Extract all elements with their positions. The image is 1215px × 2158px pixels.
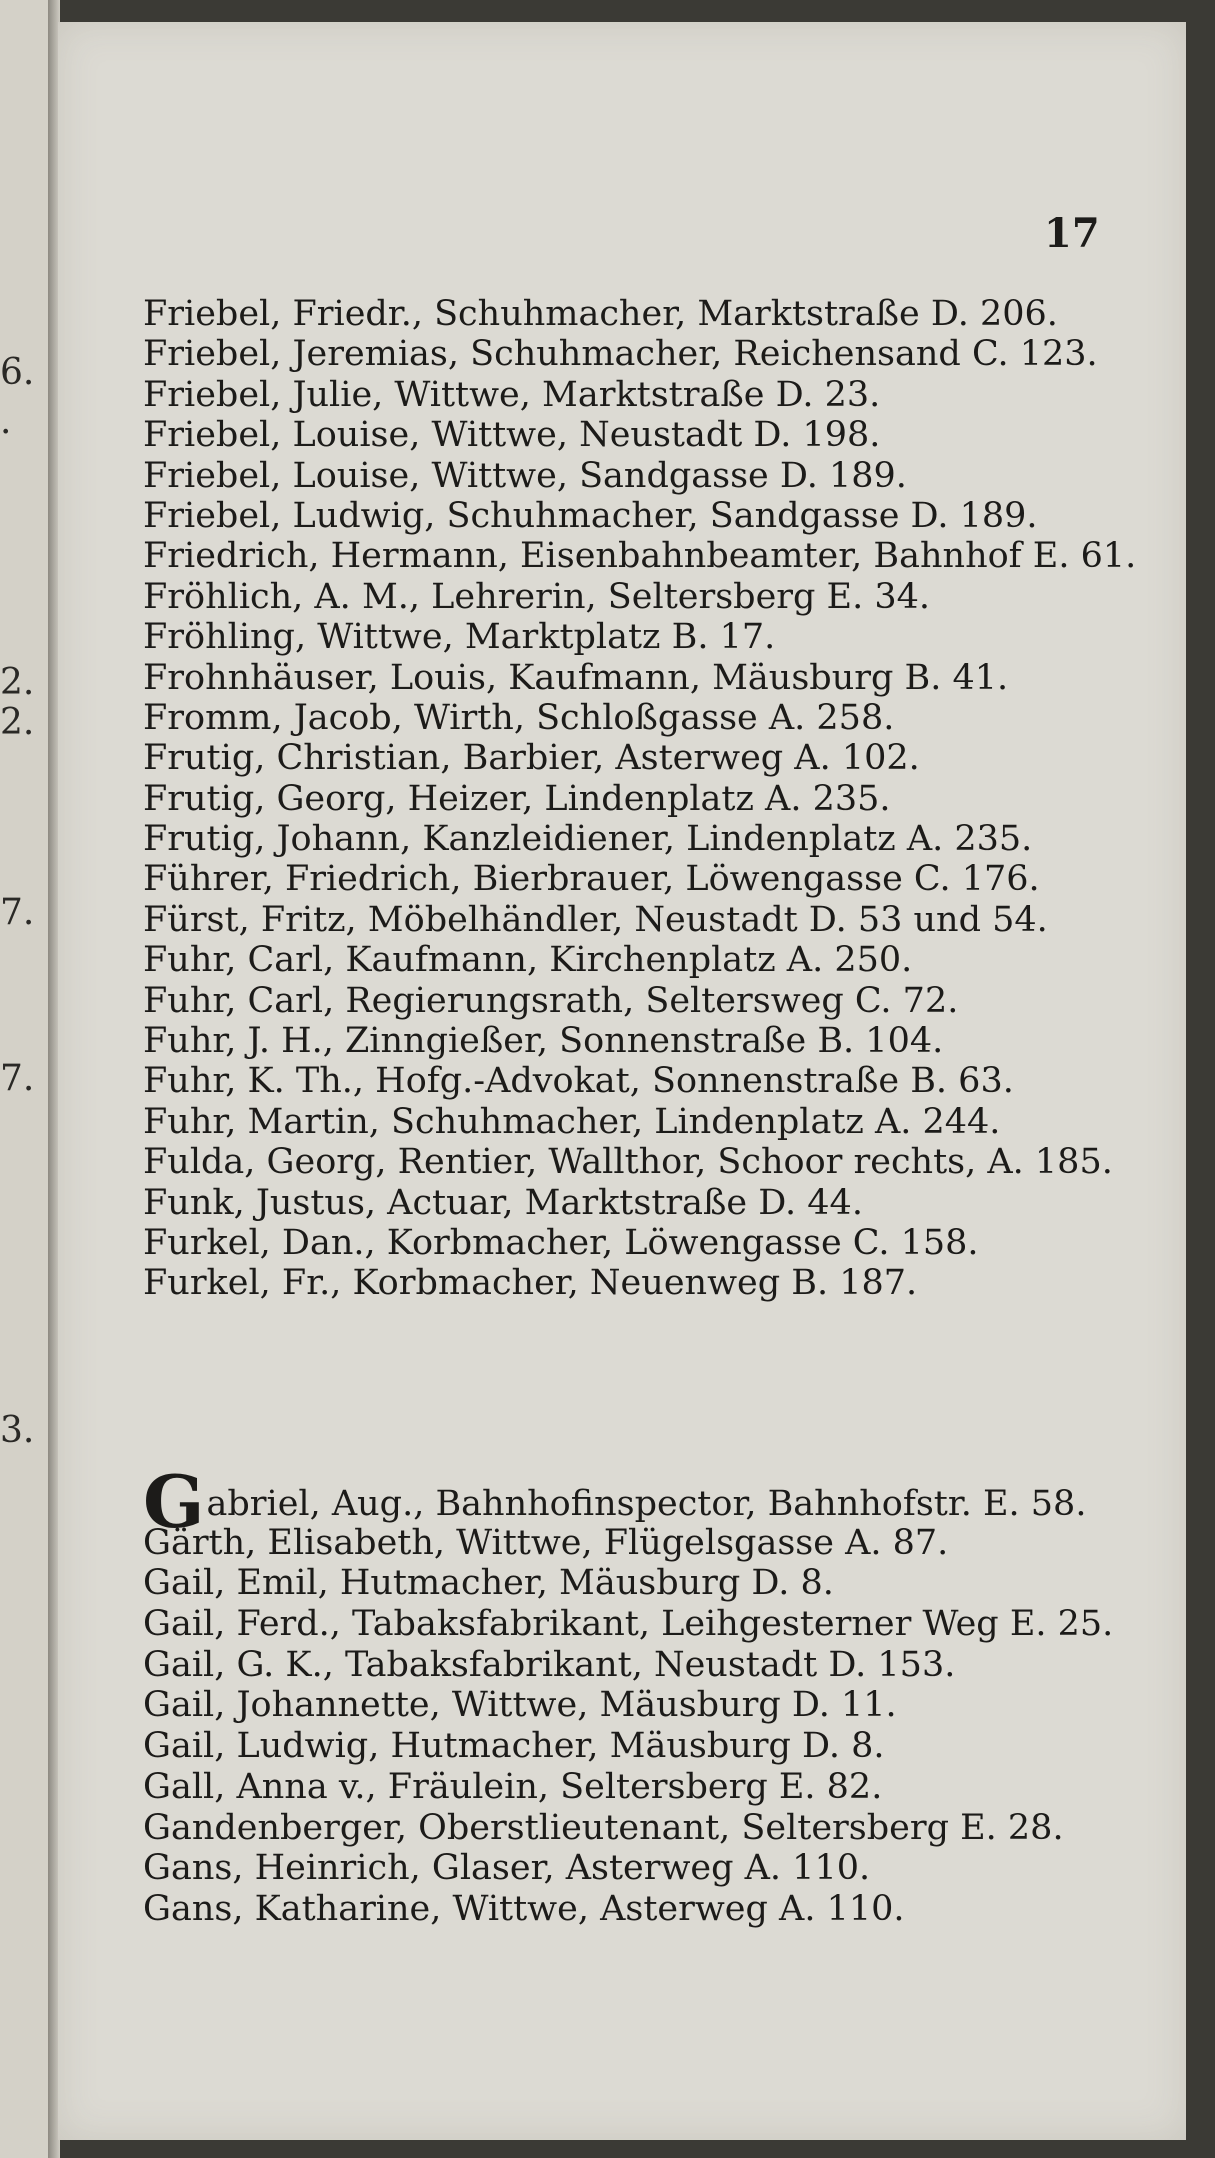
margin-mark: 6.: [0, 352, 35, 393]
directory-entry: Friebel, Louise, Wittwe, Sandgasse D. 189.: [143, 455, 907, 496]
directory-entry: Gail, Johannette, Wittwe, Mäusburg D. 11.: [143, 1685, 897, 1726]
directory-entry: Gandenberger, Oberstlieutenant, Seltersberg E. 28.: [143, 1807, 1064, 1848]
page-number: 17: [1044, 210, 1100, 257]
directory-entry: Fromm, Jacob, Wirth, Schloßgasse A. 258.: [143, 697, 895, 738]
margin-mark: 7.: [0, 1058, 35, 1099]
section-initial-letter: G: [143, 1459, 205, 1544]
directory-entry: Fuhr, Carl, Regierungsrath, Seltersweg C. 72.: [143, 980, 959, 1021]
directory-entry: Friebel, Ludwig, Schuhmacher, Sandgasse D. 189.: [143, 495, 1038, 536]
directory-entry: Furkel, Fr., Korbmacher, Neuenweg B. 187.: [143, 1263, 918, 1304]
margin-mark: ·: [0, 412, 12, 453]
directory-entry: Gail, Ferd., Tabaksfabrikant, Leihgesterner Weg E. 25.: [143, 1604, 1114, 1645]
directory-entry: Fröhling, Wittwe, Marktplatz B. 17.: [143, 617, 776, 658]
directory-entry: Gans, Heinrich, Glaser, Asterweg A. 110.: [143, 1848, 871, 1889]
directory-entry: Gail, Emil, Hutmacher, Mäusburg D. 8.: [143, 1563, 834, 1604]
directory-entry: Friedrich, Hermann, Eisenbahnbeamter, Bahnhof E. 61.: [143, 536, 1137, 577]
directory-entry: Fröhlich, A. M., Lehrerin, Seltersberg E. 34.: [143, 576, 931, 617]
directory-page: [58, 22, 1186, 2140]
directory-entry: Fürst, Fritz, Möbelhändler, Neustadt D. 53 und 54.: [143, 899, 1048, 940]
directory-entry: Frutig, Georg, Heizer, Lindenplatz A. 235.: [143, 778, 891, 819]
directory-entry: Friebel, Friedr., Schuhmacher, Marktstraße D. 206.: [143, 294, 1058, 334]
directory-entry: Frutig, Johann, Kanzleidiener, Lindenplatz A. 235.: [143, 819, 1033, 860]
directory-entry: Fuhr, Martin, Schuhmacher, Lindenplatz A. 244.: [143, 1101, 1001, 1142]
directory-entry: Frutig, Christian, Barbier, Asterweg A. 102.: [143, 738, 920, 779]
directory-entry: Frohnhäuser, Louis, Kaufmann, Mäusburg B. 41.: [143, 657, 1009, 698]
directory-entry: Fuhr, K. Th., Hofg.-Advokat, Sonnenstraße B. 63.: [143, 1061, 1014, 1102]
margin-mark: 2.: [0, 702, 35, 743]
directory-entry: Furkel, Dan., Korbmacher, Löwengasse C. 158.: [143, 1222, 979, 1263]
margin-mark: 3.: [0, 1410, 35, 1451]
directory-entry: Gail, G. K., Tabaksfabrikant, Neustadt D. 153.: [143, 1644, 956, 1685]
directory-entry: Fuhr, J. H., Zinngießer, Sonnenstraße B. 104.: [143, 1021, 944, 1062]
directory-entry: Gail, Ludwig, Hutmacher, Mäusburg D. 8.: [143, 1726, 885, 1767]
directory-entry: Friebel, Louise, Wittwe, Neustadt D. 198.: [143, 415, 881, 456]
directory-entry: Gall, Anna v., Fräulein, Seltersberg E. 82.: [143, 1766, 883, 1807]
directory-entry: Friebel, Julie, Wittwe, Marktstraße D. 23.: [143, 374, 881, 415]
margin-mark: 7.: [0, 892, 35, 933]
directory-entry: Gans, Katharine, Wittwe, Asterweg A. 110.: [143, 1888, 905, 1929]
directory-entry: Führer, Friedrich, Bierbrauer, Löwengasse C. 176.: [143, 859, 1040, 900]
directory-entry: Gärth, Elisabeth, Wittwe, Flügelsgasse A. 87.: [143, 1522, 949, 1563]
directory-entry: Fuhr, Carl, Kaufmann, Kirchenplatz A. 250.: [143, 940, 913, 981]
directory-entry: Friebel, Jeremias, Schuhmacher, Reichensand C. 123.: [143, 334, 1098, 375]
margin-mark: 2.: [0, 662, 35, 703]
directory-entry: Fulda, Georg, Rentier, Wallthor, Schoor rechts, A. 185.: [143, 1142, 1113, 1183]
entries-g-list: [143, 1459, 1163, 1930]
previous-page-margin-marks: [0, 0, 50, 2158]
entries-f-list: [143, 294, 1163, 1304]
directory-entry-text: abriel, Aug., Bahnhofinspector, Bahnhofstr. E. 58.: [206, 1484, 1087, 1524]
directory-entry: Funk, Justus, Actuar, Marktstraße D. 44.: [143, 1182, 863, 1223]
